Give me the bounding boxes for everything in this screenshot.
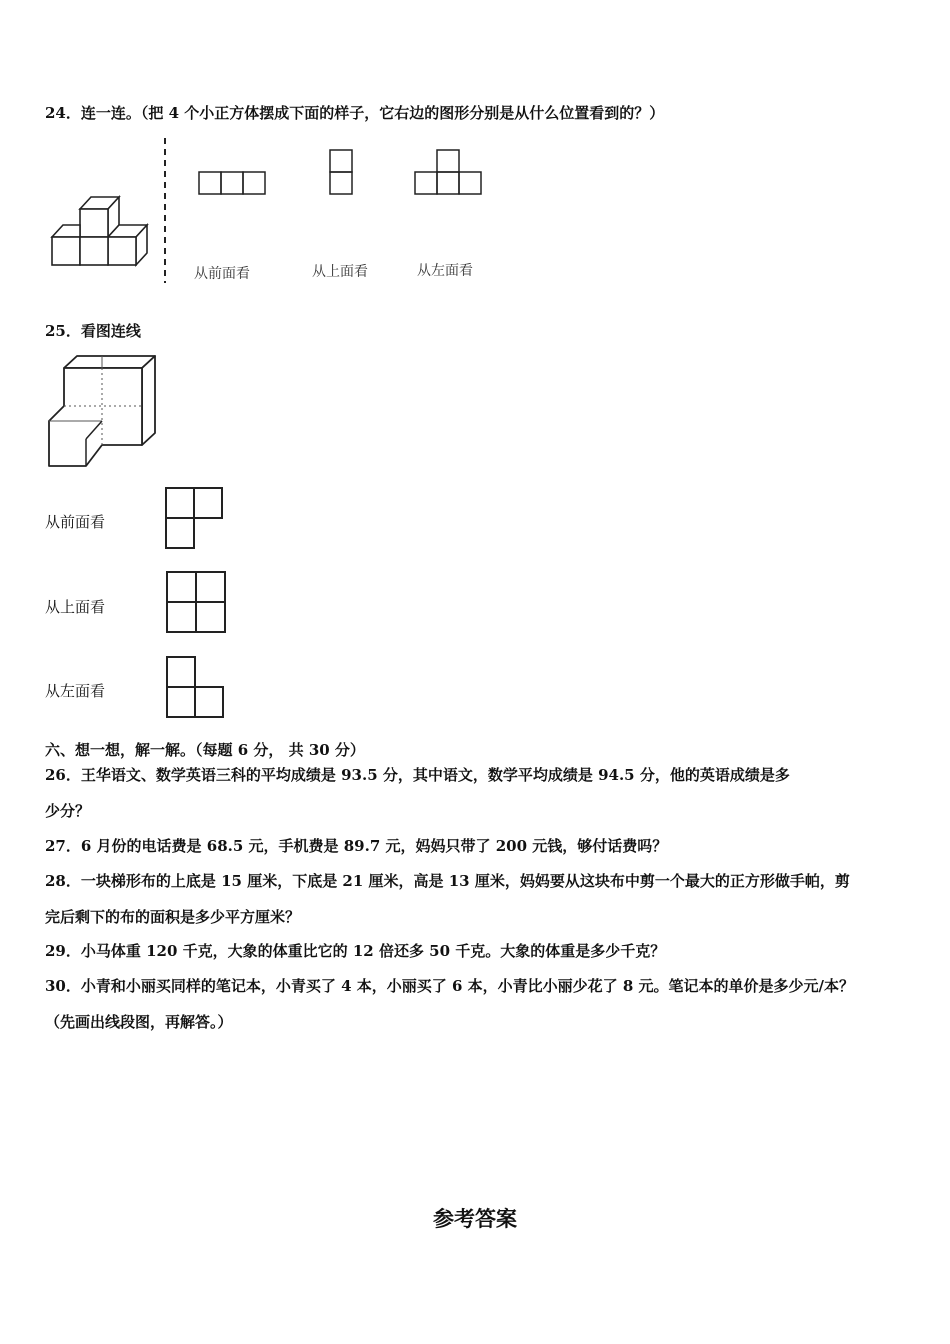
q24-dashed-divider	[160, 138, 170, 287]
q29-text: 29．小马体重 120 千克，大象的体重比它的 12 倍还多 50 千克。大象的体重是多少千克？	[45, 942, 666, 960]
q24-view-two-squares-column[interactable]	[329, 149, 353, 199]
q25-view-square-grid[interactable]	[165, 570, 227, 638]
q25-solid-figure	[46, 355, 158, 473]
q25-label-left[interactable]: 从左面看	[45, 682, 106, 700]
q27-text: 27．6 月份的电话费是 68.5 元，手机费是 89.7 元，妈妈只带了 200 元钱，够付话费吗？	[45, 837, 668, 855]
q25-label-top[interactable]: 从上面看	[45, 598, 106, 616]
q24-view-three-squares-row[interactable]	[198, 171, 266, 199]
q30-line1: 30．小青和小丽买同样的笔记本，小青买了 4 本，小丽买了 6 本，小青比小丽少花了 8 元。笔记本的单价是多少元/本？	[45, 977, 855, 995]
q25-text: 25．看图连线	[45, 322, 141, 340]
answers-title: 参考答案	[433, 1206, 517, 1231]
q25-label-front[interactable]: 从前面看	[45, 513, 106, 531]
q25-view-l-shape[interactable]	[164, 486, 224, 554]
q24-caption-left[interactable]: 从左面看	[417, 263, 473, 279]
q24-caption-top[interactable]: 从上面看	[312, 264, 368, 280]
q24-view-t-shape[interactable]	[414, 149, 482, 199]
q25-view-inverted-l[interactable]	[165, 655, 225, 723]
q30-line2: （先画出线段图，再解答。）	[45, 1013, 233, 1031]
q26-line2: 少分？	[45, 802, 91, 820]
q26-line1: 26．王华语文、数学英语三科的平均成绩是 93.5 分，其中语文，数学平均成绩是 94.5 分，他的英语成绩是多	[45, 766, 790, 784]
q24-cube-stack-figure	[50, 190, 150, 269]
q24-caption-front[interactable]: 从前面看	[194, 266, 250, 282]
q28-line2: 完后剩下的布的面积是多少平方厘米？	[45, 908, 301, 926]
q28-line1: 28．一块梯形布的上底是 15 厘米，下底是 21 厘米，高是 13 厘米，妈妈要从这块布中剪一个最大的正方形做手帕，剪	[45, 872, 850, 890]
section6-heading: 六、想一想，解一解。（每题 6 分， 共 30 分）	[45, 741, 365, 759]
q24-text: 24．连一连。（把 4 个小正方体摆成下面的样子，它右边的图形分别是从什么位置看到的？）	[45, 104, 665, 122]
